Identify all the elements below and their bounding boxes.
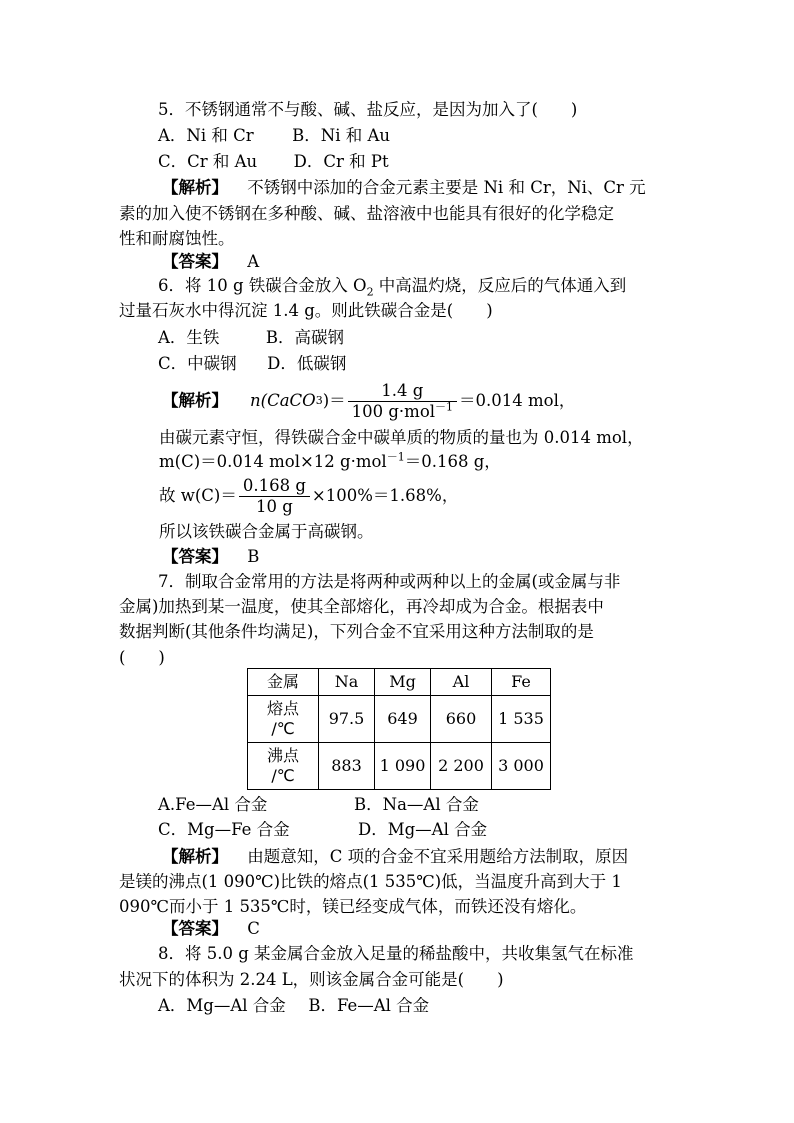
table-cell: 3 000 <box>492 743 551 790</box>
q6-analysis-line-3: m(C)＝0.014 mol×12 g·mol$^{-1}$＝0.168 g， <box>159 450 501 471</box>
table-row <box>248 696 551 743</box>
q5-answer <box>162 250 722 274</box>
analysis-label: 【解析】 <box>162 847 228 866</box>
q8-option-a: A．Mg—Al 合金 <box>158 996 286 1015</box>
q6-stem-line-2: 过量石灰水中得沉淀 1.4 g。则此铁碳合金是( ) <box>119 301 493 320</box>
q7-analysis-line-1: 【解析】 由题意知，C 项的合金不宜采用题给方法制取，原因 <box>162 847 629 866</box>
q5-option-d: D．Cr 和 Pt <box>293 152 389 171</box>
q8-stem-line-2: 状况下的体积为 2.24 L，则该金属合金可能是( ) <box>119 970 504 989</box>
q8-option-b: B．Fe—Al 合金 <box>308 996 430 1015</box>
q7-option-d: D．Mg—Al 合金 <box>358 820 488 839</box>
answer-label: 【答案】 <box>162 547 228 566</box>
q5-option-a: A．Ni 和 Cr <box>158 126 254 145</box>
table-header-cell: Fe <box>492 669 551 696</box>
table-cell: 97.5 <box>319 696 375 743</box>
q7-options-cd <box>158 818 718 842</box>
metal-properties-table <box>247 668 551 790</box>
q5-options-ab <box>158 124 718 148</box>
table-cell: 649 <box>375 696 431 743</box>
q8-options-ab <box>158 994 718 1018</box>
q5-options-cd <box>158 150 718 174</box>
q7-option-a: A.Fe—Al 合金 <box>158 795 268 814</box>
q7-stem-line-4: ( ) <box>119 648 165 667</box>
q7-analysis-line-2: 是镁的沸点(1 090℃)比铁的熔点(1 535℃)低，当温度升高到大于 1 <box>119 872 622 891</box>
table-header-cell: 金属 <box>248 669 319 696</box>
table-header-row <box>248 669 551 696</box>
q5-stem: 5．不锈钢通常不与酸、碱、盐反应，是因为加入了( ) <box>158 100 578 119</box>
table-row <box>248 743 551 790</box>
q6-analysis-line-5: 所以该铁碳合金属于高碳钢。 <box>159 522 374 541</box>
q6-option-c: C．中碳钢 <box>158 354 237 373</box>
answer-value: C <box>247 919 260 938</box>
q6-stem-line-1: 6．将 10 g 铁碳合金放入 $O_2$ 中高温灼烧，反应后的气体通入到 <box>158 276 627 299</box>
q6-option-d: D．低碳钢 <box>267 354 347 373</box>
table-cell: 2 200 <box>431 743 492 790</box>
table-cell: 1 090 <box>375 743 431 790</box>
q5-analysis-line-1: 【解析】 不锈钢中添加的合金元素主要是 Ni 和 Cr，Ni、Cr 元 <box>162 178 646 197</box>
table-header-cell: Na <box>319 669 375 696</box>
q6-analysis-calc-4: 故 w(C)＝ $\frac{0.168 g}{10 g}$ ×100%＝1.68%， <box>159 475 459 516</box>
q5-analysis-line-2: 素的加入使不锈钢在多种酸、碱、盐溶液中也能具有很好的化学稳定 <box>119 204 614 223</box>
answer-value: A <box>247 252 260 271</box>
table-header-cell: Al <box>431 669 492 696</box>
q6-options-ab <box>158 326 718 350</box>
analysis-label: 【解析】 <box>162 178 228 197</box>
q6-option-b: B．高碳钢 <box>265 328 345 347</box>
fraction: $\frac{0.168 g}{10 g}$ <box>239 476 310 517</box>
table-header-cell: Mg <box>375 669 431 696</box>
answer-label: 【答案】 <box>162 919 228 938</box>
row-label: 沸点 /℃ <box>248 743 319 790</box>
q7-answer <box>162 917 722 941</box>
q7-option-c: C．Mg—Fe 合金 <box>158 820 290 839</box>
q7-stem-line-2: 金属)加热到某一温度，使其全部熔化，再冷却成为合金。根据表中 <box>119 597 604 616</box>
q6-analysis-calc-1: 【解析】 n(CaCO 3 )＝ $\frac{1.4 g}{100 g\cdot mol^{-1}}$ ＝0.014 mol， <box>162 380 576 421</box>
q8-stem-line-1: 8．将 5.0 g 某金属合金放入足量的稀盐酸中，共收集氢气在标准 <box>158 944 634 963</box>
q6-analysis-line-2: 由碳元素守恒，得铁碳合金中碳单质的物质的量也为 0.014 mol， <box>159 428 644 447</box>
answer-value: B <box>247 547 260 566</box>
q7-stem-line-3: 数据判断(其他条件均满足)，下列合金不宜采用这种方法制取的是 <box>119 622 594 641</box>
row-label: 熔点 /℃ <box>248 696 319 743</box>
q6-option-a: A．生铁 <box>158 328 220 347</box>
table-cell: 883 <box>319 743 375 790</box>
q5-option-c: C．Cr 和 Au <box>158 152 258 171</box>
q5-option-b: B．Ni 和 Au <box>292 126 391 145</box>
q7-analysis-line-3: 090℃而小于 1 535℃时，镁已经变成气体，而铁还没有熔化。 <box>119 897 587 916</box>
q7-stem-line-1: 7．制取合金常用的方法是将两种或两种以上的金属(或金属与非 <box>158 572 621 591</box>
table-cell: 660 <box>431 696 492 743</box>
q7-options-ab <box>158 793 718 817</box>
answer-label: 【答案】 <box>162 252 228 271</box>
q6-answer <box>162 545 722 569</box>
fraction: $\frac{1.4 g}{100 g\cdot mol^{-1}}$ <box>348 381 457 422</box>
q6-options-cd <box>158 352 718 376</box>
q5-analysis-line-3: 性和耐腐蚀性。 <box>119 229 235 248</box>
table-cell: 1 535 <box>492 696 551 743</box>
analysis-label: 【解析】 <box>162 391 228 410</box>
q7-option-b: B．Na—Al 合金 <box>354 795 479 814</box>
